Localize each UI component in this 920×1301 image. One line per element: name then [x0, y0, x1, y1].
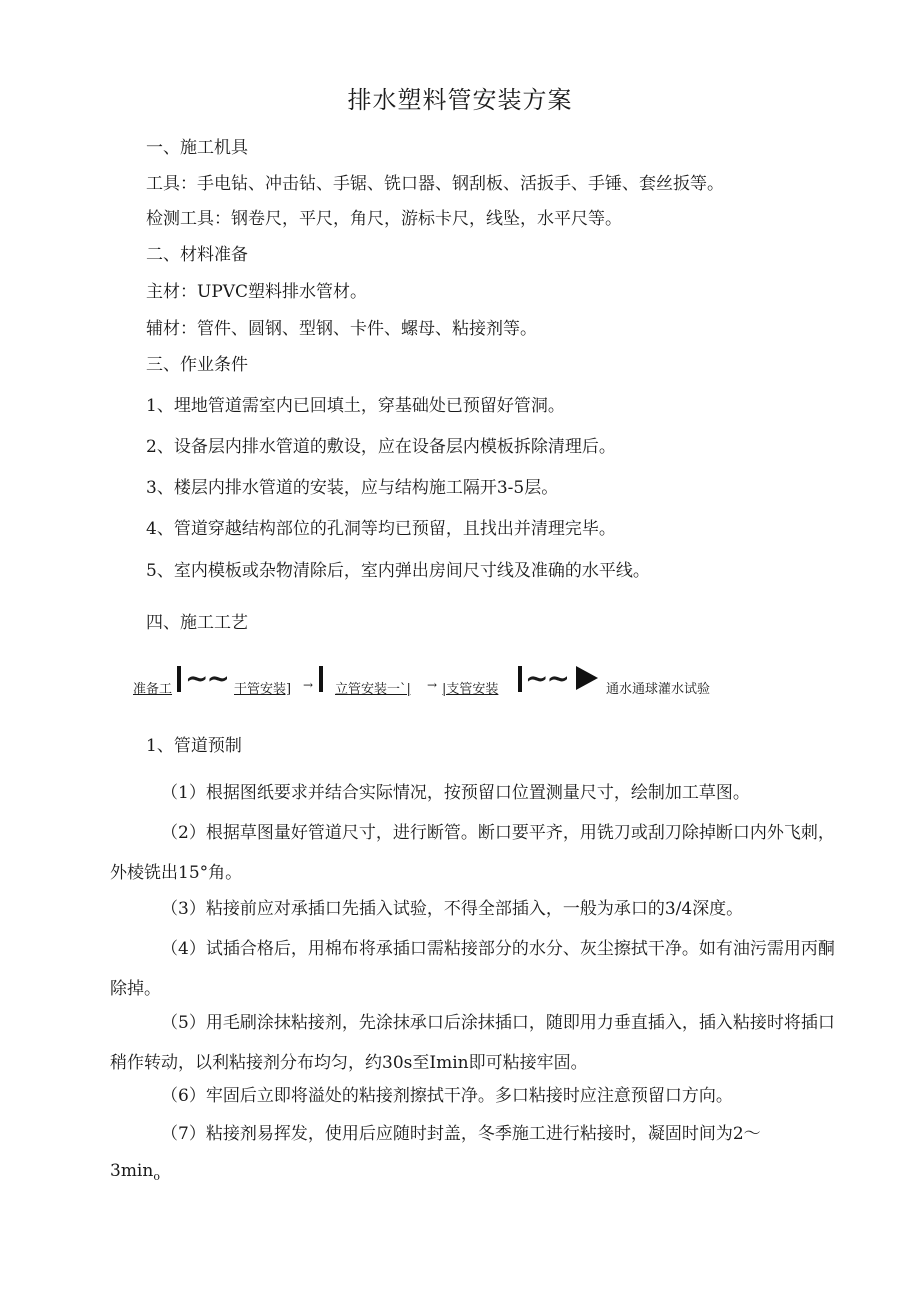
flow-step-branch: |支管安装 [442, 682, 499, 697]
flow-tilde: ~~ [185, 662, 228, 695]
flow-arrow-icon: → [427, 678, 438, 692]
flow-step-main-pipe: 干管安装] [234, 682, 292, 697]
section-heading-process: 四、施工工艺 [146, 613, 248, 633]
condition-item: 1、埋地管道需室内已回填土，穿基础处已预留好管洞。 [146, 396, 565, 416]
flow-step-riser: 立管安装一`| [335, 682, 411, 697]
procedure-paragraph: （1）根据图纸要求并结合实际情况，按预留口位置测量尺寸，绘制加工草图。 [161, 783, 750, 803]
procedure-paragraph: （5）用毛刷涂抹粘接剂，先涂抹承口后涂抹插口，随即用力垂直插入，插入粘接时将插口稍作转动，以利粘接剂分布均匀，约30s至Imin即可粘接牢固。 [110, 1013, 835, 1073]
flow-bar [319, 666, 323, 692]
continuation-suffix: o [153, 1170, 160, 1183]
continuation-text: 3min [110, 1161, 154, 1181]
procedure-paragraph: （2）根据草图量好管道尺寸，进行断管。断口要平齐，用铣刀或刮刀除掉断口内外飞刺，外棱铣出15°角。 [110, 823, 835, 883]
procedure-paragraph: （4）试插合格后，用棉布将承插口需粘接部分的水分、灰尘擦拭干净。如有油污需用丙酮除掉。 [110, 939, 835, 999]
process-flow-diagram [133, 664, 733, 698]
procedure-paragraph: （6）牢固后立即将溢处的粘接剂擦拭干净。多口粘接时应注意预留口方向。 [161, 1086, 733, 1106]
subheading-prefab: 1、管道预制 [146, 736, 242, 756]
condition-item: 2、设备层内排水管道的敷设，应在设备层内模板拆除清理后。 [146, 437, 616, 457]
flow-play-arrow-icon [576, 666, 598, 690]
section-heading-conditions: 三、作业条件 [146, 355, 248, 375]
flow-step-prepare: 准备工 [133, 682, 173, 697]
condition-item: 4、管道穿越结构部位的孔洞等均已预留，且找出并清理完毕。 [146, 519, 616, 539]
flow-tilde: ~~ [525, 662, 568, 695]
document-title: 排水塑料管安装方案 [347, 86, 573, 114]
procedure-continuation [110, 1161, 160, 1183]
condition-item: 3、楼层内排水管道的安装，应与结构施工隔开3-5层。 [146, 478, 559, 498]
procedure-paragraph: （7）粘接剂易挥发，使用后应随时封盖，冬季施工进行粘接时，凝固时间为2～ [161, 1124, 761, 1144]
main-material-line: 主材：UPVC塑料排水管材。 [146, 282, 368, 302]
section-heading-materials: 二、材料准备 [146, 245, 248, 265]
tools-line: 工具：手电钻、冲击钻、手锯、铣口器、钢刮板、活扳手、手锤、套丝扳等。 [146, 174, 724, 194]
section-heading-tools: 一、施工机具 [146, 138, 248, 158]
instruments-line: 检测工具：钢卷尺，平尺，角尺，游标卡尺，线坠，水平尺等。 [146, 209, 622, 229]
flow-bar [177, 666, 181, 692]
flow-bar [518, 666, 522, 692]
flow-step-test: 通水通球灌水试验 [606, 682, 711, 697]
condition-item: 5、室内模板或杂物清除后，室内弹出房间尺寸线及准确的水平线。 [146, 561, 650, 581]
flow-arrow-icon: → [303, 678, 314, 692]
aux-material-line: 辅材：管件、圆钢、型钢、卡件、螺母、粘接剂等。 [146, 319, 537, 339]
procedure-paragraph: （3）粘接前应对承插口先插入试验，不得全部插入，一般为承口的3/4深度。 [161, 899, 744, 919]
